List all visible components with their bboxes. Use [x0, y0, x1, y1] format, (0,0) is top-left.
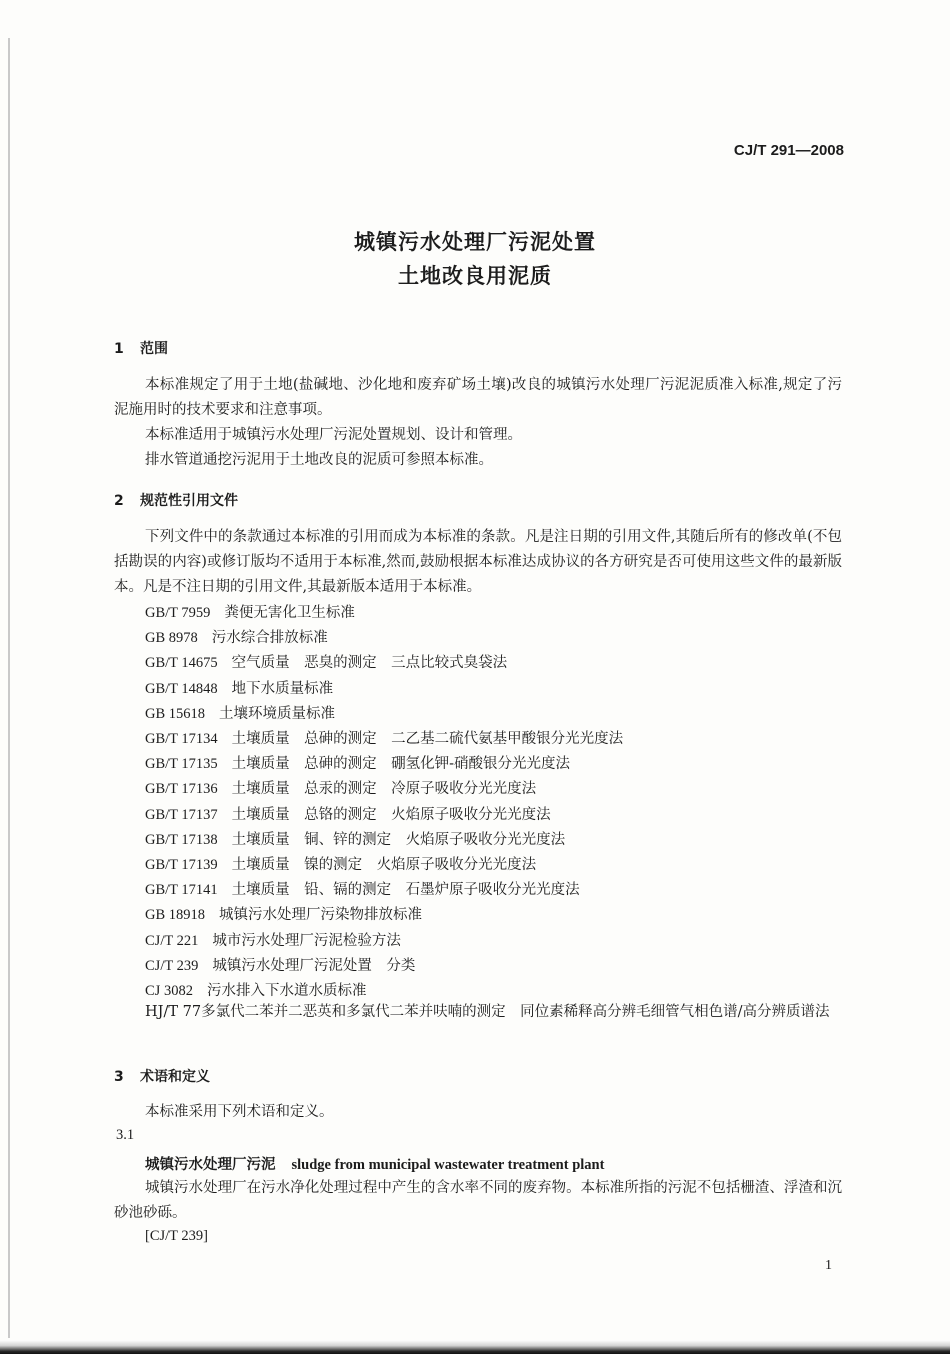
reference-title: 土壤环境质量标准: [219, 705, 336, 722]
reference-title: 污水排入下水道水质标准: [206, 983, 367, 999]
reference-code: GB/T 17135: [145, 756, 218, 773]
section-number: 3: [114, 1069, 124, 1085]
reference-item: [145, 828, 565, 849]
reference-code: GB/T 17136: [145, 781, 218, 798]
term-name-en: sludge from municipal wastewater treatment plant: [291, 1157, 605, 1173]
paragraph: 排水管道通挖污泥用于土地改良的泥质可参照本标准。: [145, 452, 493, 468]
term-definition: 城镇污水处理厂在污水净化处理过程中产生的含水率不同的废弃物。本标准所指的污泥不包括栅渣、浮渣和沉砂池砂砾。: [114, 1180, 842, 1221]
document-title-line1: 城镇污水处理厂污泥处置: [354, 230, 596, 254]
reference-item: [145, 727, 623, 748]
reference-code: GB/T 17137: [145, 806, 218, 823]
reference-code: CJ/T 221: [145, 932, 199, 949]
section-title: 范围: [140, 341, 168, 357]
reference-title: 土壤质量 总砷的测定 硼氢化钾-硝酸银分光光度法: [231, 756, 571, 773]
reference-item: [145, 651, 507, 672]
reference-code: GB/T 17134: [145, 731, 218, 747]
section-2-heading: [114, 490, 238, 510]
reference-title: 地下水质量标准: [231, 680, 334, 697]
reference-item: [114, 1000, 842, 1025]
reference-code: CJ/T 239: [145, 957, 199, 974]
reference-title: 污水综合排放标准: [211, 630, 328, 647]
reference-code: CJ 3082: [145, 983, 193, 999]
reference-title: 土壤质量 总铬的测定 火焰原子吸收分光光度法: [231, 806, 551, 823]
reference-item: [145, 853, 536, 874]
reference-title: 土壤质量 镍的测定 火焰原子吸收分光光度法: [231, 857, 537, 873]
paragraph: 本标准规定了用于土地(盐碱地、沙化地和废弃矿场土壤)改良的城镇污水处理厂污泥泥质准入标准,规定了污泥施用时的技术要求和注意事项。: [114, 377, 842, 418]
reference-item: [145, 903, 422, 924]
reference-title: 土壤质量 总汞的测定 冷原子吸收分光光度法: [231, 781, 537, 798]
reference-title: 多氯代二苯并二恶英和多氯代二苯并呋喃的测定 同位素稀释高分辨毛细管气相色谱/高分辨质谱法: [201, 1004, 830, 1020]
reference-item: [145, 777, 536, 798]
document-title-line2: 土地改良用泥质: [398, 264, 552, 288]
reference-code: GB/T 7959: [145, 605, 211, 621]
term-source: [CJ/T 239]: [145, 1228, 208, 1244]
reference-item: [145, 878, 580, 899]
scan-bottom-edge: [0, 1340, 950, 1354]
reference-title: 城市污水处理厂污泥检验方法: [212, 932, 401, 949]
term-name-zh: 城镇污水处理厂污泥: [145, 1156, 276, 1173]
term-number: 3.1: [116, 1127, 135, 1143]
reference-code: GB 18918: [145, 907, 206, 924]
page-number: 1: [825, 1258, 832, 1273]
reference-title: 城镇污水处理厂污染物排放标准: [219, 907, 423, 924]
reference-code: GB/T 14675: [145, 655, 218, 672]
reference-code: GB/T 17141: [145, 882, 218, 899]
reference-code: GB 8978: [145, 630, 198, 647]
section-3-heading: [114, 1066, 210, 1086]
standard-code: CJ/T 291—2008: [733, 142, 844, 159]
reference-code: GB/T 17138: [145, 831, 218, 848]
reference-item: [145, 677, 333, 698]
reference-title: 粪便无害化卫生标准: [224, 605, 355, 621]
section-title: 规范性引用文件: [140, 493, 238, 509]
paragraph: 下列文件中的条款通过本标准的引用而成为本标准的条款。凡是注日期的引用文件,其随后所有的修改单(不包括勘误的内容)或修订版均不适用于本标准,然而,鼓励根据本标准达成协议的各方研究是否可使用这些文件的最新版本。凡是不注日期的引用文件,其最新版本适用于本标准。: [114, 529, 842, 595]
section-title: 术语和定义: [140, 1069, 210, 1085]
reference-code: GB/T 14848: [145, 680, 218, 697]
reference-item: [145, 601, 355, 622]
reference-title: 土壤质量 铜、锌的测定 火焰原子吸收分光光度法: [231, 831, 566, 848]
section-number: 1: [114, 341, 124, 357]
reference-item: [145, 803, 551, 824]
paragraph: 本标准采用下列术语和定义。: [145, 1104, 334, 1120]
reference-code: GB 15618: [145, 705, 206, 722]
reference-item: [145, 702, 335, 723]
reference-item: [145, 929, 401, 950]
reference-code: HJ/T 77: [145, 1004, 202, 1020]
reference-item: [145, 752, 570, 773]
reference-item: [145, 979, 366, 1000]
reference-title: 城镇污水处理厂污泥处置 分类: [212, 957, 416, 974]
paragraph: 本标准适用于城镇污水处理厂污泥处置规划、设计和管理。: [145, 427, 522, 443]
reference-title: 空气质量 恶臭的测定 三点比较式臭袋法: [231, 655, 508, 672]
reference-title: 土壤质量 铅、镉的测定 石墨炉原子吸收分光光度法: [231, 882, 580, 899]
reference-title: 土壤质量 总砷的测定 二乙基二硫代氨基甲酸银分光光度法: [231, 731, 624, 747]
section-1-heading: [114, 338, 168, 358]
term-heading: [145, 1153, 604, 1174]
section-number: 2: [114, 493, 124, 509]
reference-item: [145, 954, 415, 975]
reference-item: [145, 626, 328, 647]
reference-code: GB/T 17139: [145, 857, 218, 873]
